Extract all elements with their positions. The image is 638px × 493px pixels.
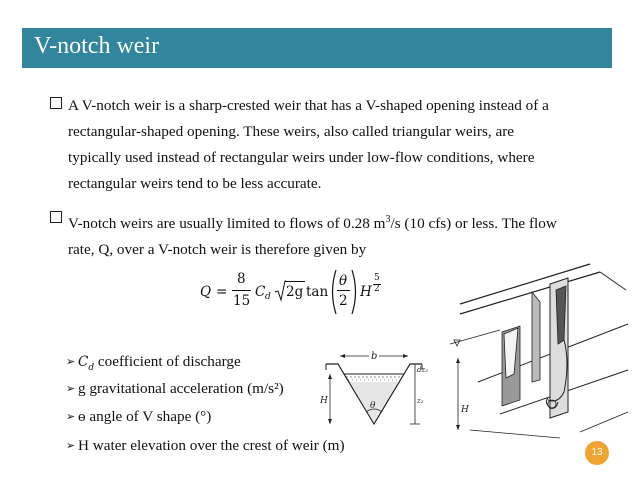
checkbox-bullet-icon bbox=[50, 97, 62, 109]
slide-title: V-notch weir bbox=[34, 33, 160, 59]
formula-coef-denominator: 15 bbox=[233, 293, 251, 309]
v-notch-cross-section-diagram bbox=[318, 346, 430, 440]
definition-cd bbox=[66, 353, 241, 374]
arrow-bullet-icon: ➢ bbox=[66, 411, 76, 423]
label-theta: θ bbox=[370, 401, 376, 411]
bullet-1-line-1: A V-notch weir is a sharp-crested weir that has a V-shaped opening instead of a bbox=[68, 97, 549, 114]
formula-theta: θ bbox=[339, 273, 348, 289]
formula-theta-bar bbox=[337, 290, 350, 291]
formula-equals: = bbox=[216, 284, 228, 300]
label-b: b bbox=[371, 351, 378, 362]
formula-exp-denominator: 2 bbox=[374, 284, 380, 294]
bullet-2-line-1-pre: V-notch weirs are usually limited to flows of 0.28 m bbox=[68, 215, 386, 233]
v-notch-weir-perspective-drawing bbox=[440, 262, 632, 440]
definition-theta bbox=[66, 408, 212, 426]
definition-g bbox=[66, 380, 284, 398]
checkbox-bullet-icon bbox=[50, 211, 62, 223]
definition-g-text: g gravitational acceleration (m/s²) bbox=[78, 380, 284, 397]
bullet-2 bbox=[50, 207, 610, 263]
formula-exp-numerator: 5 bbox=[374, 273, 380, 283]
formula-sqrt-arg: 2g bbox=[286, 284, 304, 300]
label-z: z₂ bbox=[417, 397, 424, 405]
definition-h-text: H water elevation over the crest of weir (m) bbox=[78, 437, 345, 454]
bullet-2-line-1 bbox=[68, 207, 610, 237]
bullet-1 bbox=[50, 93, 610, 197]
formula-theta-denominator: 2 bbox=[339, 293, 348, 309]
page-number-badge: 13 bbox=[585, 441, 609, 465]
bullet-1-line-3: typically used instead of rectangular weirs under low-flow conditions, where bbox=[68, 149, 535, 166]
formula-tan: tan bbox=[306, 284, 329, 300]
definition-h bbox=[66, 437, 345, 455]
bullet-2-text bbox=[68, 207, 610, 263]
arrow-bullet-icon: ➢ bbox=[66, 356, 76, 368]
definition-theta-text: ɵ angle of V shape (°) bbox=[78, 408, 212, 425]
formula-coef-numerator: 8 bbox=[237, 271, 246, 287]
label-h: H bbox=[320, 396, 328, 406]
formula-h: H bbox=[360, 284, 372, 300]
formula-q: Q bbox=[200, 284, 212, 300]
bullet-2-line-2: rate, Q, over a V-notch weir is therefore given by bbox=[68, 241, 367, 259]
formula-cd: C bbox=[255, 284, 266, 300]
bullet-1-line-2: rectangular-shaped opening. These weirs, also called triangular weirs, are bbox=[68, 123, 514, 140]
sqrt-overline bbox=[285, 281, 305, 282]
bullet-1-line-4: rectangular weirs tend to be less accurate. bbox=[68, 175, 322, 192]
label-dz: dz₂ bbox=[417, 366, 428, 374]
formula-cd-subscript: d bbox=[265, 292, 271, 302]
definition-cd-symbol: C bbox=[78, 354, 89, 370]
arrow-bullet-icon: ➢ bbox=[66, 383, 76, 395]
sqrt-icon bbox=[274, 280, 286, 302]
bullet-2-line-1-post: /s (10 cfs) or less. The flow bbox=[390, 215, 557, 233]
definition-cd-subscript: d bbox=[88, 363, 95, 374]
formula-fraction-bar bbox=[232, 290, 251, 291]
bullet-1-text bbox=[68, 93, 610, 197]
weir-formula bbox=[196, 268, 380, 316]
bullet-2-superscript: 3 bbox=[385, 214, 391, 225]
definition-cd-text: coefficient of discharge bbox=[94, 353, 241, 370]
title-bar bbox=[22, 28, 612, 68]
label-h-perspective: H bbox=[461, 405, 469, 415]
arrow-bullet-icon: ➢ bbox=[66, 440, 76, 452]
